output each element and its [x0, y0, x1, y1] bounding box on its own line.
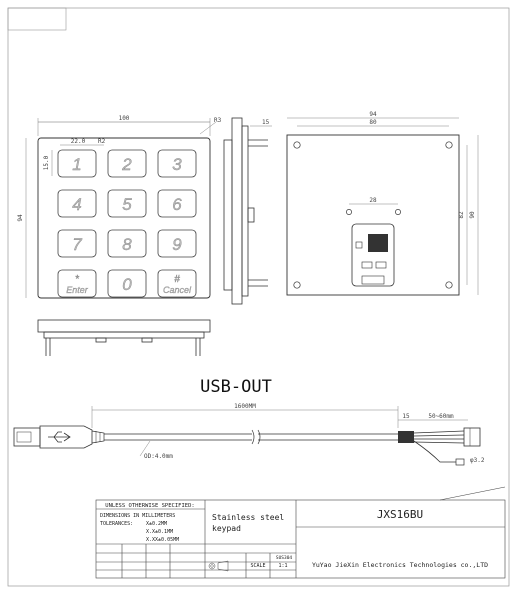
chamfer-dim-text: R3: [214, 117, 222, 124]
usb-metal-shell: [14, 428, 40, 446]
bottom-tab-1: [96, 338, 106, 342]
hole-mr: [395, 209, 400, 214]
front-view: [17, 115, 222, 298]
rear-outline: [287, 135, 459, 295]
key-grid: [58, 150, 196, 297]
tb-extra-line: [440, 487, 505, 500]
lead-dim-text: 50~60mm: [428, 413, 454, 420]
side-view: [224, 118, 272, 304]
hole-tr: [446, 142, 452, 148]
pin-dim-text: 15: [262, 119, 270, 126]
side-back: [242, 126, 248, 296]
company-name: YuYao JieXin Electronics Technologies co.,LTD: [311, 561, 489, 569]
side-body: [224, 140, 232, 290]
side-connector: [248, 208, 254, 222]
corner-box: [8, 8, 66, 30]
drain-wire: [414, 441, 456, 462]
rear-inner-height-text: 82: [458, 211, 465, 219]
side-plate: [232, 118, 242, 304]
pcb-component-3: [376, 262, 386, 268]
strip-dim-text: 15: [402, 413, 410, 420]
key-label: 9: [172, 235, 182, 254]
tolerances-label: TOLERANCES:: [100, 521, 134, 527]
pcb-component-1: [356, 242, 362, 248]
hole-br: [446, 282, 452, 288]
key-height-dim-text: 15.0: [43, 155, 50, 171]
height-dim-text: 94: [17, 214, 24, 222]
key-label: 1: [72, 155, 82, 174]
corner-dim-text: R2: [98, 138, 106, 145]
hole-bl: [294, 282, 300, 288]
pcb-outline: [352, 224, 394, 286]
projection-symbol-icon: [209, 561, 228, 571]
tol-1: X±0.2MM: [146, 521, 168, 527]
model-number: JXS16BU: [376, 508, 424, 521]
key-label: 3: [172, 155, 182, 174]
width-dim-text: 100: [118, 115, 130, 122]
key-sub-label: Cancel: [162, 285, 192, 295]
pcb-chip: [368, 234, 388, 252]
diameter-note: OD:4.0mm: [144, 453, 173, 460]
key-label: *: [75, 274, 79, 285]
dimensions-line: DIMENSIONS IN MILLIMETERS: [100, 513, 176, 519]
key-label: 6: [172, 195, 182, 214]
board-connector: [464, 428, 480, 446]
strain-relief-icon: [92, 431, 104, 443]
wire-dim-text: φ3.2: [470, 457, 485, 464]
rear-outer-width-text: 94: [369, 111, 377, 118]
key-label: #: [174, 274, 180, 285]
key-label: 7: [72, 235, 82, 254]
material: SUS304: [275, 556, 293, 561]
pcb-component-2: [362, 262, 372, 268]
bottom-tab-2: [142, 338, 152, 342]
hole-ml: [346, 209, 351, 214]
lead-wires: [414, 431, 464, 443]
key-label: 4: [72, 195, 82, 214]
ring-terminal-icon: [456, 459, 464, 465]
rear-inner-width-text: 80: [369, 119, 377, 126]
key-label: 0: [122, 275, 132, 294]
bottom-plate: [38, 320, 210, 332]
rear-view: [287, 111, 478, 295]
cable-drawing: [14, 403, 485, 465]
hole-tl: [294, 142, 300, 148]
key-label: 2: [122, 155, 132, 174]
scale-label: SCALE: [250, 563, 266, 569]
tolerance-header: UNLESS OTHERWISE SPECIFIED:: [105, 503, 195, 509]
cable-break-icon: [252, 430, 260, 444]
product-desc-line1: Stainless steel: [212, 513, 285, 522]
key-label: 8: [122, 235, 132, 254]
pitch-dim-text: 22.0: [70, 138, 86, 145]
rear-outer-height-text: 90: [469, 211, 476, 219]
heat-shrink: [398, 431, 414, 443]
usb-tongue: [17, 432, 31, 442]
scale-value: 1:1: [278, 563, 288, 569]
usb-icon: [48, 432, 70, 442]
key-label: 5: [122, 195, 132, 214]
hole-spacing-text: 28: [369, 197, 377, 204]
cable-title: USB-OUT: [200, 377, 272, 397]
pcb-connector: [362, 276, 384, 284]
bottom-view: [38, 320, 210, 356]
tol-2: X.X±0.1MM: [146, 529, 174, 535]
product-desc-line2: keypad: [212, 524, 241, 533]
length-dim-text: 1600MM: [234, 403, 256, 410]
tol-3: X.XX±0.05MM: [146, 537, 180, 543]
key-sub-label: Enter: [66, 285, 88, 295]
bottom-body: [44, 332, 204, 338]
